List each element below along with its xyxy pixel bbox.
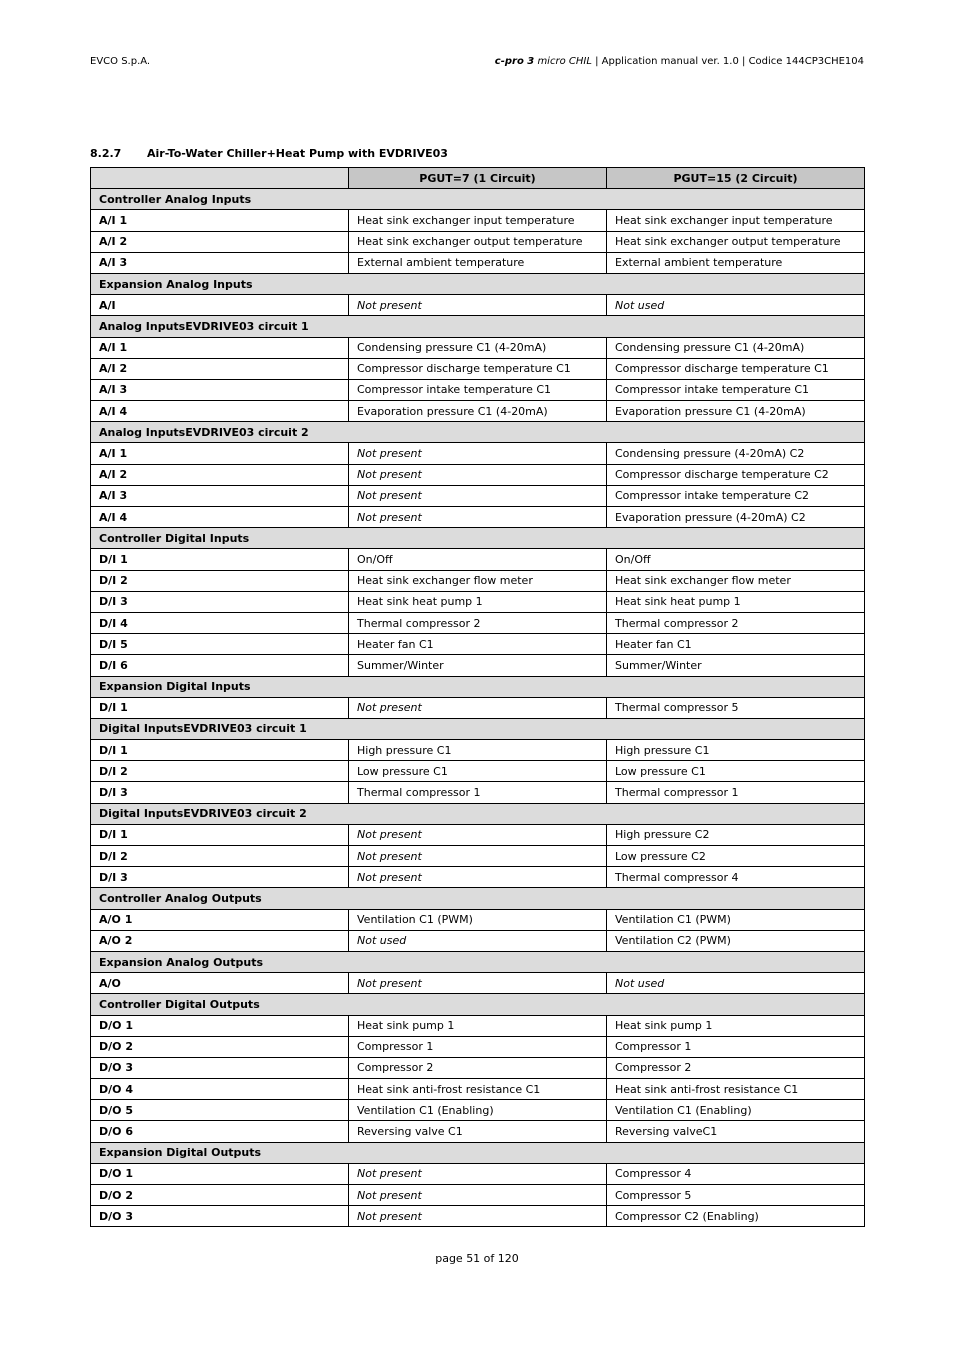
- pgut15-cell: Compressor intake temperature C1: [607, 379, 865, 400]
- table-group-row: [91, 528, 865, 549]
- pgut15-cell: Reversing valveC1: [607, 1121, 865, 1142]
- pgut15-cell: Compressor C2 (Enabling): [607, 1206, 865, 1227]
- io-label-cell: A/O 2: [91, 930, 349, 951]
- group-label: Controller Analog Outputs: [91, 888, 865, 909]
- io-label-cell: A/I: [91, 295, 349, 316]
- pgut15-cell: Low pressure C2: [607, 846, 865, 867]
- group-label: Digital InputsEVDRIVE03 circuit 2: [91, 803, 865, 824]
- table-row: [91, 379, 865, 400]
- io-label-cell: D/I 2: [91, 761, 349, 782]
- io-label-cell: D/O 2: [91, 1185, 349, 1206]
- table-row: [91, 634, 865, 655]
- pgut7-cell: Not present: [349, 1206, 607, 1227]
- io-label-cell: A/O 1: [91, 909, 349, 930]
- pgut7-cell: Heat sink exchanger output temperature: [349, 231, 607, 252]
- io-label-cell: D/I 6: [91, 655, 349, 676]
- pgut15-cell: Heat sink exchanger flow meter: [607, 570, 865, 591]
- table-row: [91, 401, 865, 422]
- section-title: Air-To-Water Chiller+Heat Pump with EVDRIVE03: [147, 147, 448, 160]
- pgut15-cell: External ambient temperature: [607, 252, 865, 273]
- io-label-cell: D/I 1: [91, 697, 349, 718]
- pgut7-cell: Not present: [349, 973, 607, 994]
- table-group-row: [91, 888, 865, 909]
- pgut7-cell: External ambient temperature: [349, 252, 607, 273]
- pgut15-cell: Condensing pressure C1 (4-20mA): [607, 337, 865, 358]
- pgut15-cell: Compressor discharge temperature C1: [607, 358, 865, 379]
- group-label: Digital InputsEVDRIVE03 circuit 1: [91, 718, 865, 739]
- io-label-cell: D/I 3: [91, 867, 349, 888]
- pgut15-cell: Ventilation C1 (PWM): [607, 909, 865, 930]
- pgut15-cell: Heat sink anti-frost resistance C1: [607, 1079, 865, 1100]
- table-row: [91, 761, 865, 782]
- table-group-row: [91, 316, 865, 337]
- table-group-row: [91, 718, 865, 739]
- pgut7-cell: Not present: [349, 464, 607, 485]
- pgut15-cell: High pressure C1: [607, 740, 865, 761]
- table-row: [91, 210, 865, 231]
- table-row: [91, 337, 865, 358]
- io-label-cell: A/I 1: [91, 337, 349, 358]
- table-row: [91, 1015, 865, 1036]
- io-label-cell: D/I 3: [91, 591, 349, 612]
- pgut15-cell: Heater fan C1: [607, 634, 865, 655]
- pgut7-cell: Summer/Winter: [349, 655, 607, 676]
- pgut15-cell: Condensing pressure (4-20mA) C2: [607, 443, 865, 464]
- io-label-cell: D/O 6: [91, 1121, 349, 1142]
- pgut15-cell: Heat sink exchanger output temperature: [607, 231, 865, 252]
- io-label-cell: D/O 3: [91, 1206, 349, 1227]
- table-row: [91, 570, 865, 591]
- table-group-row: [91, 1142, 865, 1163]
- group-label: Analog InputsEVDRIVE03 circuit 2: [91, 422, 865, 443]
- table-row: [91, 697, 865, 718]
- pgut15-cell: Thermal compressor 5: [607, 697, 865, 718]
- pgut15-cell: Not used: [607, 973, 865, 994]
- table-group-row: [91, 422, 865, 443]
- group-label: Expansion Digital Inputs: [91, 676, 865, 697]
- table-row: [91, 909, 865, 930]
- pgut15-cell: Heat sink pump 1: [607, 1015, 865, 1036]
- pgut7-cell: Not present: [349, 697, 607, 718]
- pgut15-cell: Ventilation C1 (Enabling): [607, 1100, 865, 1121]
- io-label-cell: D/I 2: [91, 570, 349, 591]
- pgut7-cell: Not present: [349, 1185, 607, 1206]
- table-row: [91, 824, 865, 845]
- io-label-cell: D/O 1: [91, 1163, 349, 1184]
- table-group-row: [91, 189, 865, 210]
- io-label-cell: D/O 3: [91, 1057, 349, 1078]
- pgut7-cell: Ventilation C1 (PWM): [349, 909, 607, 930]
- pgut15-cell: Not used: [607, 295, 865, 316]
- io-label-cell: A/I 2: [91, 358, 349, 379]
- pgut7-cell: Compressor 1: [349, 1036, 607, 1057]
- table-header-row: [91, 168, 865, 189]
- table-row: [91, 231, 865, 252]
- table-group-row: [91, 994, 865, 1015]
- table-row: [91, 464, 865, 485]
- io-label-cell: A/I 4: [91, 401, 349, 422]
- pgut7-cell: Not present: [349, 1163, 607, 1184]
- table-group-row: [91, 273, 865, 294]
- io-label-cell: A/I 2: [91, 231, 349, 252]
- table-row: [91, 549, 865, 570]
- pgut15-cell: Thermal compressor 1: [607, 782, 865, 803]
- header-document-info: [495, 56, 864, 67]
- io-label-cell: A/I 4: [91, 507, 349, 528]
- io-label-cell: D/I 5: [91, 634, 349, 655]
- pgut7-cell: Compressor discharge temperature C1: [349, 358, 607, 379]
- pgut7-cell: Not present: [349, 846, 607, 867]
- io-label-cell: A/O: [91, 973, 349, 994]
- pgut15-cell: Summer/Winter: [607, 655, 865, 676]
- table-row: [91, 591, 865, 612]
- io-label-cell: D/I 4: [91, 612, 349, 633]
- table-row: [91, 846, 865, 867]
- pgut7-cell: Heat sink exchanger flow meter: [349, 570, 607, 591]
- table-row: [91, 1057, 865, 1078]
- table-group-row: [91, 951, 865, 972]
- pgut7-cell: Heat sink exchanger input temperature: [349, 210, 607, 231]
- io-label-cell: D/O 2: [91, 1036, 349, 1057]
- io-label-cell: D/I 1: [91, 740, 349, 761]
- pgut15-cell: Thermal compressor 2: [607, 612, 865, 633]
- pgut15-cell: Heat sink exchanger input temperature: [607, 210, 865, 231]
- io-label-cell: A/I 3: [91, 485, 349, 506]
- group-label: Controller Analog Inputs: [91, 189, 865, 210]
- group-label: Controller Digital Outputs: [91, 994, 865, 1015]
- header-manual-ref: | Application manual ver. 1.0 | Codice 144CP3CHE104: [591, 56, 864, 67]
- pgut7-cell: Heat sink anti-frost resistance C1: [349, 1079, 607, 1100]
- pgut15-cell: High pressure C2: [607, 824, 865, 845]
- pgut7-cell: Reversing valve C1: [349, 1121, 607, 1142]
- table-row: [91, 740, 865, 761]
- group-label: Expansion Analog Outputs: [91, 951, 865, 972]
- table-row: [91, 1163, 865, 1184]
- io-label-cell: D/I 1: [91, 824, 349, 845]
- table-row: [91, 1079, 865, 1100]
- pgut15-cell: Compressor discharge temperature C2: [607, 464, 865, 485]
- pgut7-cell: Ventilation C1 (Enabling): [349, 1100, 607, 1121]
- group-label: Expansion Analog Inputs: [91, 273, 865, 294]
- table-row: [91, 655, 865, 676]
- table-group-row: [91, 803, 865, 824]
- io-label-cell: D/I 1: [91, 549, 349, 570]
- pgut7-cell: Condensing pressure C1 (4-20mA): [349, 337, 607, 358]
- table-row: [91, 295, 865, 316]
- pgut7-cell: Not present: [349, 295, 607, 316]
- table-row: [91, 1185, 865, 1206]
- pgut15-cell: Thermal compressor 4: [607, 867, 865, 888]
- pgut15-cell: On/Off: [607, 549, 865, 570]
- io-label-cell: D/O 1: [91, 1015, 349, 1036]
- table-row: [91, 485, 865, 506]
- pgut7-cell: High pressure C1: [349, 740, 607, 761]
- group-label: Analog InputsEVDRIVE03 circuit 1: [91, 316, 865, 337]
- table-row: [91, 930, 865, 951]
- pgut15-cell: Evaporation pressure (4-20mA) C2: [607, 507, 865, 528]
- io-label-cell: D/O 5: [91, 1100, 349, 1121]
- group-label: Controller Digital Inputs: [91, 528, 865, 549]
- header-cell-pgut15: PGUT=15 (2 Circuit): [607, 168, 865, 189]
- io-label-cell: D/I 3: [91, 782, 349, 803]
- pgut15-cell: Compressor 1: [607, 1036, 865, 1057]
- section-heading: [90, 147, 448, 160]
- table-body: [91, 189, 865, 1227]
- pgut7-cell: Not used: [349, 930, 607, 951]
- io-label-cell: A/I 3: [91, 379, 349, 400]
- pgut15-cell: Low pressure C1: [607, 761, 865, 782]
- header-cell-blank: [91, 168, 349, 189]
- pgut7-cell: Compressor intake temperature C1: [349, 379, 607, 400]
- pgut7-cell: On/Off: [349, 549, 607, 570]
- pgut7-cell: Low pressure C1: [349, 761, 607, 782]
- pgut7-cell: Heat sink heat pump 1: [349, 591, 607, 612]
- io-label-cell: A/I 1: [91, 443, 349, 464]
- pgut7-cell: Evaporation pressure C1 (4-20mA): [349, 401, 607, 422]
- header-company: EVCO S.p.A.: [90, 56, 151, 67]
- io-configuration-table: [90, 167, 865, 1227]
- pgut15-cell: Heat sink heat pump 1: [607, 591, 865, 612]
- table-row: [91, 1206, 865, 1227]
- table-row: [91, 1036, 865, 1057]
- table-row: [91, 782, 865, 803]
- header-cell-pgut7: PGUT=7 (1 Circuit): [349, 168, 607, 189]
- pgut7-cell: Not present: [349, 485, 607, 506]
- pgut7-cell: Not present: [349, 443, 607, 464]
- io-label-cell: A/I 2: [91, 464, 349, 485]
- pgut7-cell: Heater fan C1: [349, 634, 607, 655]
- table-row: [91, 973, 865, 994]
- table-group-row: [91, 676, 865, 697]
- io-label-cell: A/I 1: [91, 210, 349, 231]
- pgut15-cell: Ventilation C2 (PWM): [607, 930, 865, 951]
- table-row: [91, 507, 865, 528]
- table-row: [91, 252, 865, 273]
- pgut15-cell: Compressor 4: [607, 1163, 865, 1184]
- table-row: [91, 867, 865, 888]
- pgut7-cell: Thermal compressor 2: [349, 612, 607, 633]
- io-label-cell: A/I 3: [91, 252, 349, 273]
- pgut15-cell: Evaporation pressure C1 (4-20mA): [607, 401, 865, 422]
- table-row: [91, 358, 865, 379]
- pgut7-cell: Not present: [349, 507, 607, 528]
- pgut15-cell: Compressor intake temperature C2: [607, 485, 865, 506]
- io-label-cell: D/I 2: [91, 846, 349, 867]
- table-row: [91, 1121, 865, 1142]
- pgut7-cell: Thermal compressor 1: [349, 782, 607, 803]
- table-row: [91, 443, 865, 464]
- pgut7-cell: Not present: [349, 867, 607, 888]
- table-row: [91, 612, 865, 633]
- page-number: page 51 of 120: [435, 1252, 519, 1265]
- header-product-name: c-pro 3: [494, 56, 535, 67]
- pgut7-cell: Heat sink pump 1: [349, 1015, 607, 1036]
- pgut7-cell: Not present: [349, 824, 607, 845]
- header-product-variant: micro CHIL: [534, 56, 592, 67]
- table-row: [91, 1100, 865, 1121]
- group-label: Expansion Digital Outputs: [91, 1142, 865, 1163]
- io-label-cell: D/O 4: [91, 1079, 349, 1100]
- section-number: 8.2.7: [90, 147, 122, 160]
- pgut15-cell: Compressor 2: [607, 1057, 865, 1078]
- pgut7-cell: Compressor 2: [349, 1057, 607, 1078]
- pgut15-cell: Compressor 5: [607, 1185, 865, 1206]
